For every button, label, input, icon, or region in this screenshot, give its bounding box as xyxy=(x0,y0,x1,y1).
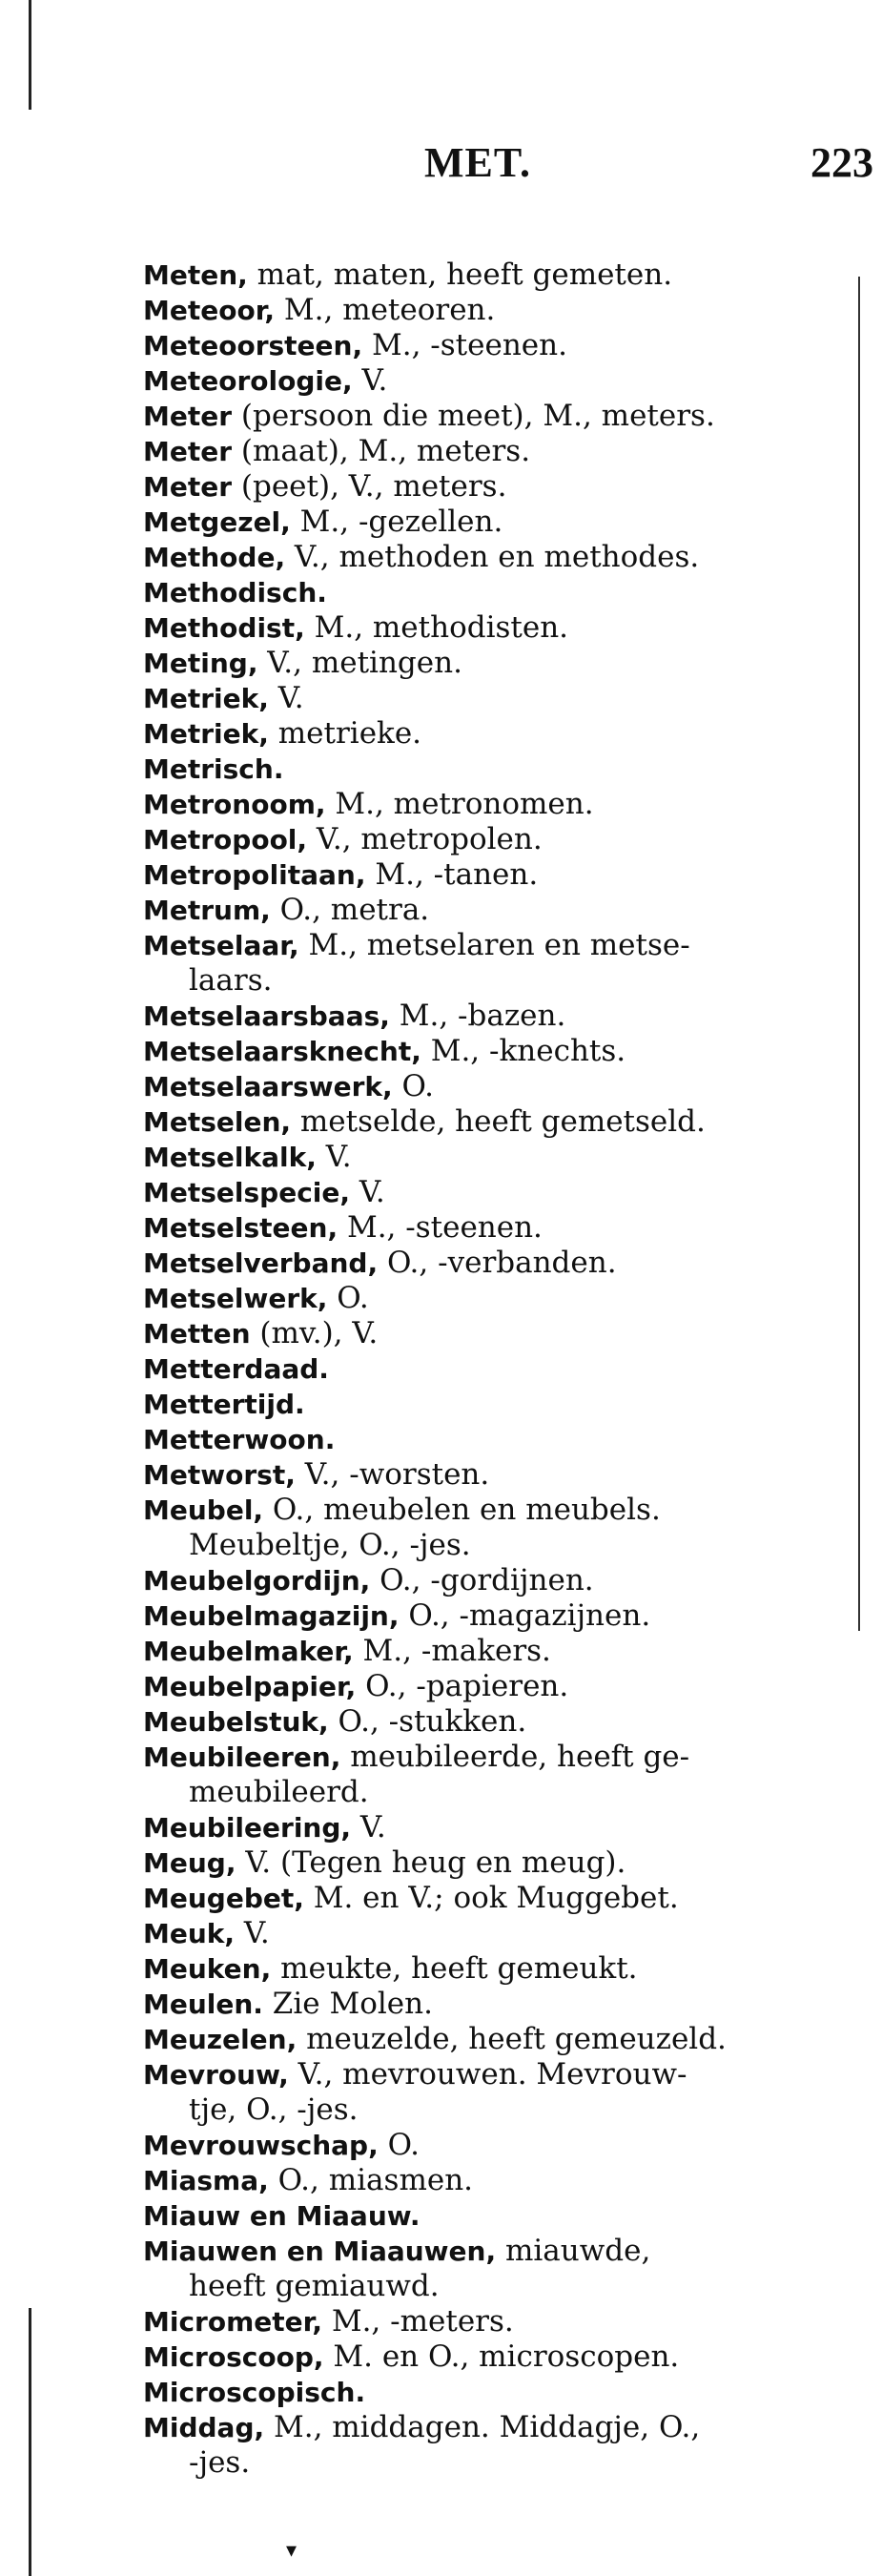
entry-definition: V., metropolen. xyxy=(307,822,543,856)
entry-definition: M., methodisten. xyxy=(304,610,569,645)
entry-headword: Miauwen en Miaauwen, xyxy=(143,2236,497,2267)
entry-definition: O., meubelen en meubels. xyxy=(263,1493,661,1527)
entry-definition: metselde, heeft gemetseld. xyxy=(291,1104,706,1139)
dictionary-entry xyxy=(143,893,831,928)
entry-headword: Meuzelen, xyxy=(143,2024,297,2055)
entry-definition: meukte, heeft gemeukt. xyxy=(271,1951,638,1986)
entry-headword: Meteoor, xyxy=(143,295,276,326)
entry-definition: V. xyxy=(350,1175,385,1209)
dictionary-entry xyxy=(143,2022,831,2057)
dictionary-entry xyxy=(143,1563,831,1598)
entry-definition: meuzelde, heeft gemeuzeld. xyxy=(297,2022,727,2056)
dictionary-entries xyxy=(143,258,831,2481)
dictionary-entry xyxy=(143,1246,831,1281)
entry-headword: Metselwerk, xyxy=(143,1283,328,1314)
dictionary-entry xyxy=(143,1104,831,1140)
entry-definition: M., -meters. xyxy=(321,2304,514,2339)
entry-definition: O., -verbanden. xyxy=(378,1246,617,1280)
entry-headword: Meubelmaker, xyxy=(143,1636,354,1667)
entry-headword: Micrometer, xyxy=(143,2306,322,2338)
dictionary-entry xyxy=(143,434,831,469)
entry-definition: V., -worsten. xyxy=(295,1457,490,1492)
entry-continuation: tje, O., -jes. xyxy=(189,2092,359,2127)
entry-headword: Metterwoon. xyxy=(143,1424,336,1455)
dictionary-entry xyxy=(143,1210,831,1246)
entry-headword: Methode, xyxy=(143,542,286,573)
dictionary-entry xyxy=(143,1387,831,1422)
dictionary-entry xyxy=(143,2410,831,2481)
entry-headword: Meubelmagazijn, xyxy=(143,1600,400,1632)
entry-definition: O. xyxy=(327,1281,369,1315)
entry-headword: Metselsteen, xyxy=(143,1212,338,1244)
entry-headword: Meubileeren, xyxy=(143,1741,341,1773)
dictionary-entry xyxy=(143,1281,831,1316)
entry-headword: Metronoom, xyxy=(143,789,326,820)
entry-headword: Meubel, xyxy=(143,1494,264,1526)
dictionary-entry xyxy=(143,1740,831,1810)
dictionary-entry xyxy=(143,469,831,505)
entry-headword: Methodist, xyxy=(143,612,305,644)
entry-definition: Zie Molen. xyxy=(262,1987,433,2021)
column-rule xyxy=(858,277,860,1631)
entry-definition: V., methoden en methodes. xyxy=(285,540,700,574)
entry-headword: Metselen, xyxy=(143,1106,292,1138)
entry-definition: O., -gordijnen. xyxy=(370,1563,594,1597)
entry-headword: Meulen. xyxy=(143,1989,263,2020)
dictionary-entry xyxy=(143,1987,831,2022)
entry-definition: O., -papieren. xyxy=(356,1669,569,1703)
entry-definition: M., metselaren en metse- xyxy=(298,928,690,962)
dictionary-entry xyxy=(143,716,831,752)
entry-headword: Metworst, xyxy=(143,1459,296,1491)
dictionary-entry xyxy=(143,681,831,716)
dictionary-entry xyxy=(143,1069,831,1104)
dictionary-entry xyxy=(143,1810,831,1845)
entry-definition: meubileerde, heeft ge- xyxy=(340,1740,690,1774)
dictionary-entry xyxy=(143,1881,831,1916)
entry-headword: Meuken, xyxy=(143,1953,272,1985)
entry-headword: Metten xyxy=(143,1318,251,1350)
entry-definition: V. (Tegen heug en meug). xyxy=(236,1845,626,1880)
dictionary-entry xyxy=(143,1140,831,1175)
entry-headword: Meubileering, xyxy=(143,1812,352,1844)
entry-definition: V., mevrouwen. Mevrouw- xyxy=(288,2057,687,2092)
entry-definition: mat, maten, heeft gemeten. xyxy=(247,258,673,292)
entry-definition: V. xyxy=(316,1140,352,1174)
entry-headword: Meten, xyxy=(143,259,248,291)
printer-mark: ▾ xyxy=(286,2539,297,2563)
entry-headword: Methodisch. xyxy=(143,577,327,608)
dictionary-entry xyxy=(143,2128,831,2163)
dictionary-entry xyxy=(143,1351,831,1387)
dictionary-entry xyxy=(143,328,831,363)
entry-headword: Mevrouw, xyxy=(143,2059,289,2091)
entry-headword: Meubelstuk, xyxy=(143,1706,329,1738)
dictionary-entry xyxy=(143,646,831,681)
dictionary-entry xyxy=(143,399,831,434)
entry-definition: O. xyxy=(392,1069,434,1103)
entry-definition: M., middagen. Middagje, O., xyxy=(264,2410,701,2444)
entry-definition: M., meteoren. xyxy=(275,293,496,327)
dictionary-entry xyxy=(143,1175,831,1210)
entry-headword: Meteoorsteen, xyxy=(143,330,363,361)
entry-continuation: -jes. xyxy=(189,2445,251,2480)
entry-headword: Metgezel, xyxy=(143,506,291,538)
entry-continuation: heeft gemiauwd. xyxy=(189,2269,440,2303)
entry-continuation: laars. xyxy=(189,963,273,998)
dictionary-entry xyxy=(143,2339,831,2375)
entry-headword: Metropolitaan, xyxy=(143,859,366,891)
dictionary-entry xyxy=(143,505,831,540)
entry-headword: Meter xyxy=(143,436,233,467)
dictionary-entry xyxy=(143,857,831,893)
entry-definition: M. en V.; ook Muggebet. xyxy=(303,1881,679,1915)
entry-continuation: meubileerd. xyxy=(189,1775,369,1809)
entry-definition: O., -magazijnen. xyxy=(399,1598,651,1633)
entry-headword: Metselaar, xyxy=(143,930,299,961)
entry-headword: Meting, xyxy=(143,648,258,679)
entry-headword: Metselaarswerk, xyxy=(143,1071,393,1103)
entry-headword: Meteorologie, xyxy=(143,365,353,397)
entry-headword: Metriek, xyxy=(143,683,269,714)
entry-definition: M., -knechts. xyxy=(420,1034,626,1068)
dictionary-entry xyxy=(143,575,831,610)
entry-definition: M., -makers. xyxy=(353,1634,551,1668)
dictionary-entry xyxy=(143,1669,831,1704)
dictionary-entry xyxy=(143,293,831,328)
entry-definition: (mv.), V. xyxy=(250,1316,379,1350)
entry-definition: V. xyxy=(352,363,388,398)
page-number: 223 xyxy=(810,139,873,186)
entry-headword: Metrisch. xyxy=(143,753,284,785)
entry-headword: Metriek, xyxy=(143,718,269,750)
dictionary-entry xyxy=(143,1704,831,1740)
dictionary-entry xyxy=(143,258,831,293)
left-margin-rule-bottom xyxy=(29,2308,31,2576)
entry-headword: Metropool, xyxy=(143,824,308,855)
entry-headword: Meter xyxy=(143,401,233,432)
dictionary-entry xyxy=(143,1034,831,1069)
entry-headword: Miauw en Miaauw. xyxy=(143,2200,420,2232)
dictionary-entry xyxy=(143,2163,831,2198)
entry-definition: M., metronomen. xyxy=(325,787,594,821)
entry-definition: V. xyxy=(351,1810,386,1844)
entry-headword: Microscoop, xyxy=(143,2341,324,2373)
entry-headword: Meter xyxy=(143,471,233,503)
dictionary-entry xyxy=(143,1951,831,1987)
dictionary-entry xyxy=(143,787,831,822)
dictionary-entry xyxy=(143,1916,831,1951)
dictionary-entry xyxy=(143,928,831,999)
running-head: MET. xyxy=(424,139,531,186)
dictionary-entry xyxy=(143,2057,831,2128)
dictionary-entry xyxy=(143,2375,831,2410)
dictionary-entry xyxy=(143,822,831,857)
entry-definition: (peet), V., meters. xyxy=(232,469,507,504)
entry-headword: Metterdaad. xyxy=(143,1353,329,1385)
entry-definition: V., metingen. xyxy=(257,646,462,680)
dictionary-entry xyxy=(143,1598,831,1634)
dictionary-entry xyxy=(143,999,831,1034)
entry-headword: Miasma, xyxy=(143,2165,269,2196)
entry-definition: V. xyxy=(268,681,304,715)
entry-definition: metrieke. xyxy=(268,716,422,751)
entry-definition: M. en O., microscopen. xyxy=(323,2339,680,2374)
entry-definition: M., -tanen. xyxy=(365,857,539,892)
entry-headword: Metrum, xyxy=(143,895,271,926)
dictionary-entry xyxy=(143,2234,831,2304)
entry-definition: M., -bazen. xyxy=(389,999,566,1033)
entry-headword: Mevrouwschap, xyxy=(143,2130,379,2161)
entry-headword: Microscopisch. xyxy=(143,2377,366,2408)
entry-headword: Middag, xyxy=(143,2412,265,2443)
entry-headword: Meuk, xyxy=(143,1918,236,1949)
entry-headword: Metselaarsknecht, xyxy=(143,1036,421,1067)
entry-headword: Meubelgordijn, xyxy=(143,1565,371,1597)
dictionary-entry xyxy=(143,1493,831,1563)
entry-headword: Metselspecie, xyxy=(143,1177,351,1208)
dictionary-entry xyxy=(143,2304,831,2339)
dictionary-entry xyxy=(143,1316,831,1351)
entry-headword: Mettertijd. xyxy=(143,1389,305,1420)
entry-headword: Metselkalk, xyxy=(143,1142,317,1173)
dictionary-entry xyxy=(143,1634,831,1669)
entry-definition: miauwde, xyxy=(496,2234,651,2268)
dictionary-entry xyxy=(143,610,831,646)
dictionary-entry xyxy=(143,1845,831,1881)
entry-headword: Meug, xyxy=(143,1847,236,1879)
dictionary-entry xyxy=(143,2198,831,2234)
entry-headword: Metselverband, xyxy=(143,1247,379,1279)
entry-definition: V. xyxy=(235,1916,270,1950)
entry-definition: O., metra. xyxy=(270,893,430,927)
entry-definition: (persoon die meet), M., meters. xyxy=(232,399,715,433)
dictionary-entry xyxy=(143,1422,831,1457)
entry-headword: Metselaarsbaas, xyxy=(143,1000,390,1032)
entry-definition: M., -steenen. xyxy=(338,1210,543,1245)
dictionary-entry xyxy=(143,540,831,575)
dictionary-entry xyxy=(143,363,831,399)
entry-definition: O., miasmen. xyxy=(268,2163,474,2197)
entry-definition: O. xyxy=(378,2128,420,2162)
entry-headword: Meugebet, xyxy=(143,1883,304,1914)
page-header xyxy=(0,138,882,196)
entry-definition: M., -gezellen. xyxy=(290,505,503,539)
entry-continuation: Meubeltje, O., -jes. xyxy=(189,1528,471,1562)
dictionary-entry xyxy=(143,1457,831,1493)
entry-definition: O., -stukken. xyxy=(328,1704,527,1739)
entry-definition: M., -steenen. xyxy=(362,328,567,362)
dictionary-entry xyxy=(143,752,831,787)
left-margin-rule-top xyxy=(29,0,31,110)
entry-definition: (maat), M., meters. xyxy=(232,434,531,468)
entry-headword: Meubelpapier, xyxy=(143,1671,357,1702)
